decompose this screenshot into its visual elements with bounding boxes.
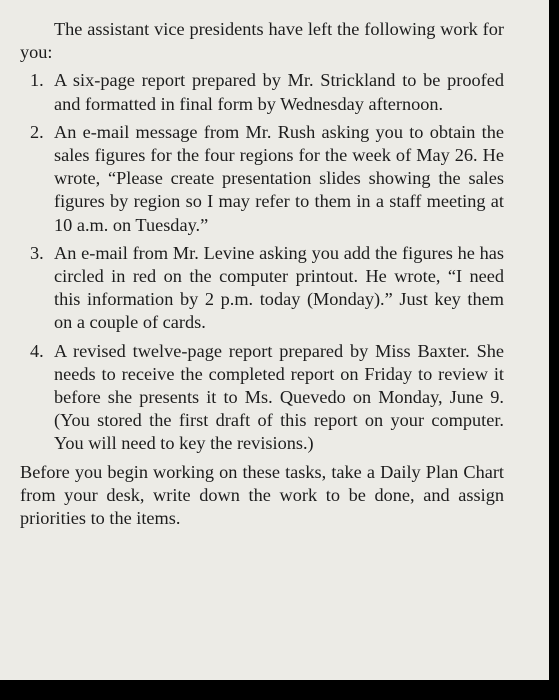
- task-list: [20, 69, 504, 455]
- intro-paragraph: The assistant vice presidents have left the following work for you:: [20, 19, 504, 63]
- list-item: [20, 242, 504, 335]
- list-item: [20, 121, 504, 237]
- list-item-number: 2.: [30, 121, 44, 142]
- closing-paragraph: Before you begin working on these tasks, take a Daily Plan Chart from your desk, write down the work to be done, and assign priorities to the items.: [20, 461, 504, 529]
- list-item-text: A six-page report prepared by Mr. Strickland to be proofed and formatted in final form by Wednesday afternoon.: [54, 70, 504, 114]
- list-item-number: 3.: [30, 242, 44, 263]
- list-item-number: 4.: [30, 340, 44, 361]
- list-item: [20, 340, 504, 456]
- list-item-text: An e-mail message from Mr. Rush asking you to obtain the sales figures for the four regions for the week of May 26. He wrote, “Please create presentation slides showing the sales figures by region so I may refer to them in a staff meeting at 10 a.m. on Tuesday.”: [54, 121, 504, 235]
- list-item-text: An e-mail from Mr. Levine asking you add the figures he has circled in red on the computer printout. He wrote, “I need this information by 2 p.m. today (Monday).” Just key them on a couple of cards.: [54, 242, 504, 333]
- document-text: [20, 18, 504, 530]
- list-item-number: 1.: [30, 70, 44, 91]
- list-item: [20, 69, 504, 115]
- list-item-text: A revised twelve-page report prepared by Miss Baxter. She needs to receive the completed report on Friday to review it before she presents it to Ms. Quevedo on Monday, June 9. (You stored the first draft of this report on your computer. You will need to key the revisions.): [54, 340, 504, 454]
